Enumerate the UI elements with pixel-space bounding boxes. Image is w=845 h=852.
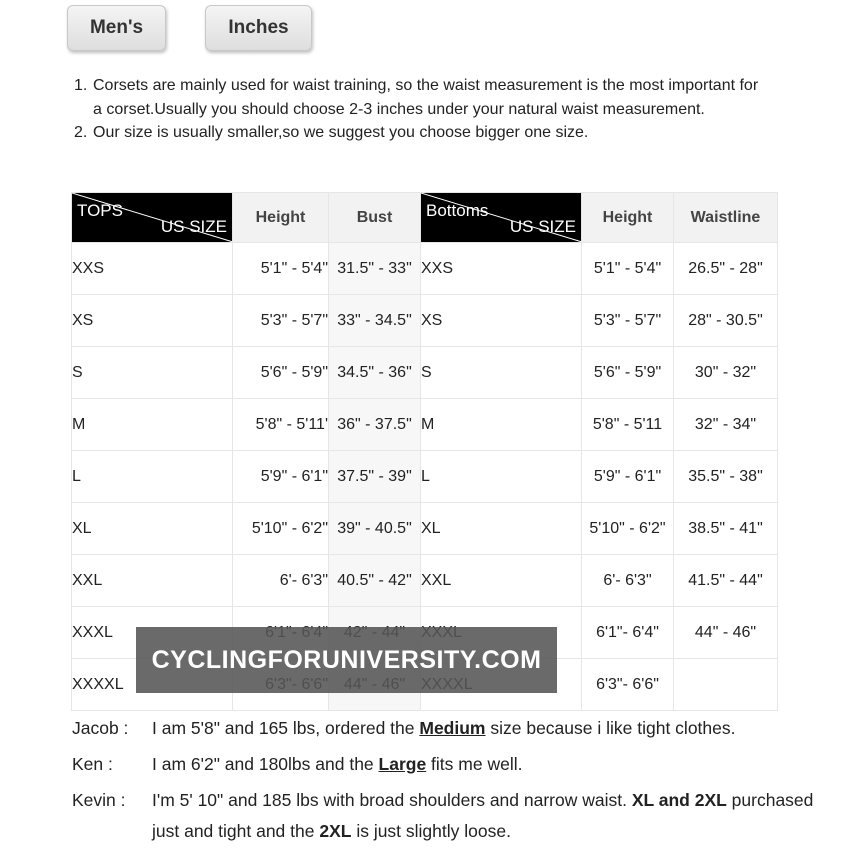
- waistline-cell: 38.5" - 41": [674, 503, 778, 555]
- tab-inches[interactable]: Inches: [205, 5, 312, 51]
- tops-size-cell: XS: [72, 295, 233, 347]
- bust-cell: 40.5" - 42": [329, 555, 421, 607]
- tops-height-cell: 5'6" - 5'9": [233, 347, 329, 399]
- tops-height-cell: 5'9" - 6'1": [233, 451, 329, 503]
- bottoms-height-cell: 5'1" - 5'4": [582, 243, 674, 295]
- bottoms-us-size-label: US SIZE: [509, 217, 576, 236]
- tops-size-cell: M: [72, 399, 233, 451]
- waistline-cell: 35.5" - 38": [674, 451, 778, 503]
- bottoms-size-cell: XXS: [421, 243, 582, 295]
- note-item: [74, 121, 764, 145]
- note-text: Our size is usually smaller,so we suggest you choose bigger one size.: [93, 124, 589, 141]
- bottoms-size-cell: M: [421, 399, 582, 451]
- tops-us-size-label: US SIZE: [160, 217, 227, 236]
- table-row: [72, 347, 778, 399]
- height-column-header-2: Height: [582, 193, 674, 243]
- review-text-part: I am 6'2" and 180lbs and the: [152, 754, 379, 774]
- tops-size-cell: L: [72, 451, 233, 503]
- tops-size-cell: XXL: [72, 555, 233, 607]
- tops-height-cell: 5'10" - 6'2": [233, 503, 329, 555]
- waistline-cell: 26.5" - 28": [674, 243, 778, 295]
- note-text: Corsets are mainly used for waist training, so the waist measurement is the most important for a corset.Usually you should choose 2-3 inches under your natural waist measurement.: [93, 77, 759, 118]
- waistline-cell: 30" - 32": [674, 347, 778, 399]
- review-text: [152, 713, 832, 744]
- table-header-row: [72, 193, 778, 243]
- review-size-highlight: XL and 2XL: [631, 790, 727, 810]
- waistline-cell: 28" - 30.5": [674, 295, 778, 347]
- note-number: 1.: [74, 77, 88, 94]
- review-size-highlight: 2XL: [319, 821, 352, 841]
- bust-cell: 33" - 34.5": [329, 295, 421, 347]
- bust-cell: 39" - 40.5": [329, 503, 421, 555]
- tops-height-cell: 6'- 6'3": [233, 555, 329, 607]
- table-row: [72, 503, 778, 555]
- reviewer-name: Kevin :: [72, 790, 126, 810]
- tab-mens[interactable]: Men's: [67, 5, 166, 51]
- tops-size-cell: XXS: [72, 243, 233, 295]
- bust-column-header: Bust: [329, 193, 421, 243]
- tops-size-cell: XXXXL: [72, 659, 233, 711]
- bottoms-us-size-header: [421, 193, 582, 243]
- bust-cell: 37.5" - 39": [329, 451, 421, 503]
- review-text-part: I'm 5' 10" and 185 lbs with broad shoulders and narrow waist.: [152, 790, 632, 810]
- note-item: [74, 74, 764, 121]
- review-item: [72, 749, 832, 780]
- bottoms-size-cell: XS: [421, 295, 582, 347]
- bottoms-height-cell: 5'9" - 6'1": [582, 451, 674, 503]
- bottoms-height-cell: 5'6" - 5'9": [582, 347, 674, 399]
- bottoms-height-cell: 5'3" - 5'7": [582, 295, 674, 347]
- table-row: [72, 243, 778, 295]
- bottoms-height-cell: 5'8" - 5'11: [582, 399, 674, 451]
- table-row: [72, 399, 778, 451]
- tops-height-cell: 5'1" - 5'4": [233, 243, 329, 295]
- height-column-header: Height: [233, 193, 329, 243]
- review-text-part: I am 5'8" and 165 lbs, ordered the: [152, 718, 420, 738]
- bust-cell: 31.5" - 33": [329, 243, 421, 295]
- waistline-column-header: Waistline: [674, 193, 778, 243]
- note-number: 2.: [74, 124, 88, 141]
- table-row: [72, 555, 778, 607]
- waistline-cell: 32" - 34": [674, 399, 778, 451]
- tops-size-cell: XL: [72, 503, 233, 555]
- size-notes: [74, 74, 764, 145]
- review-item: [72, 713, 832, 744]
- bust-cell: 34.5" - 36": [329, 347, 421, 399]
- bottoms-height-cell: 6'1"- 6'4": [582, 607, 674, 659]
- waistline-cell: 44" - 46": [674, 607, 778, 659]
- waistline-cell: [674, 659, 778, 711]
- bottoms-height-cell: 5'10" - 6'2": [582, 503, 674, 555]
- review-text-part: is just slightly loose.: [351, 821, 511, 841]
- bottoms-size-cell: S: [421, 347, 582, 399]
- tops-size-cell: S: [72, 347, 233, 399]
- review-text: [152, 749, 832, 780]
- watermark: CYCLINGFORUNIVERSITY.COM: [136, 627, 557, 693]
- tops-height-cell: 5'8" - 5'11': [233, 399, 329, 451]
- bottoms-height-cell: 6'3"- 6'6": [582, 659, 674, 711]
- review-text: [152, 785, 832, 847]
- table-row: [72, 451, 778, 503]
- bottoms-size-cell: XXL: [421, 555, 582, 607]
- waistline-cell: 41.5" - 44": [674, 555, 778, 607]
- review-size-highlight: Medium: [419, 718, 486, 738]
- bottoms-height-cell: 6'- 6'3": [582, 555, 674, 607]
- review-text-part: fits me well.: [426, 754, 523, 774]
- customer-reviews: [72, 713, 832, 852]
- table-row: [72, 295, 778, 347]
- tops-us-size-header: [72, 193, 233, 243]
- bottoms-label: Bottoms: [426, 201, 489, 220]
- review-item: [72, 785, 832, 847]
- bottoms-size-cell: XL: [421, 503, 582, 555]
- review-size-highlight: Large: [378, 754, 427, 774]
- tops-size-cell: XXXL: [72, 607, 233, 659]
- tops-height-cell: 5'3" - 5'7": [233, 295, 329, 347]
- review-text-part: purchased just and tight and the: [152, 790, 814, 841]
- bottoms-size-cell: L: [421, 451, 582, 503]
- tops-label: TOPS: [77, 201, 123, 220]
- reviewer-name: Jacob :: [72, 718, 129, 738]
- bust-cell: 36" - 37.5": [329, 399, 421, 451]
- review-text-part: size because i like tight clothes.: [485, 718, 736, 738]
- reviewer-name: Ken :: [72, 754, 113, 774]
